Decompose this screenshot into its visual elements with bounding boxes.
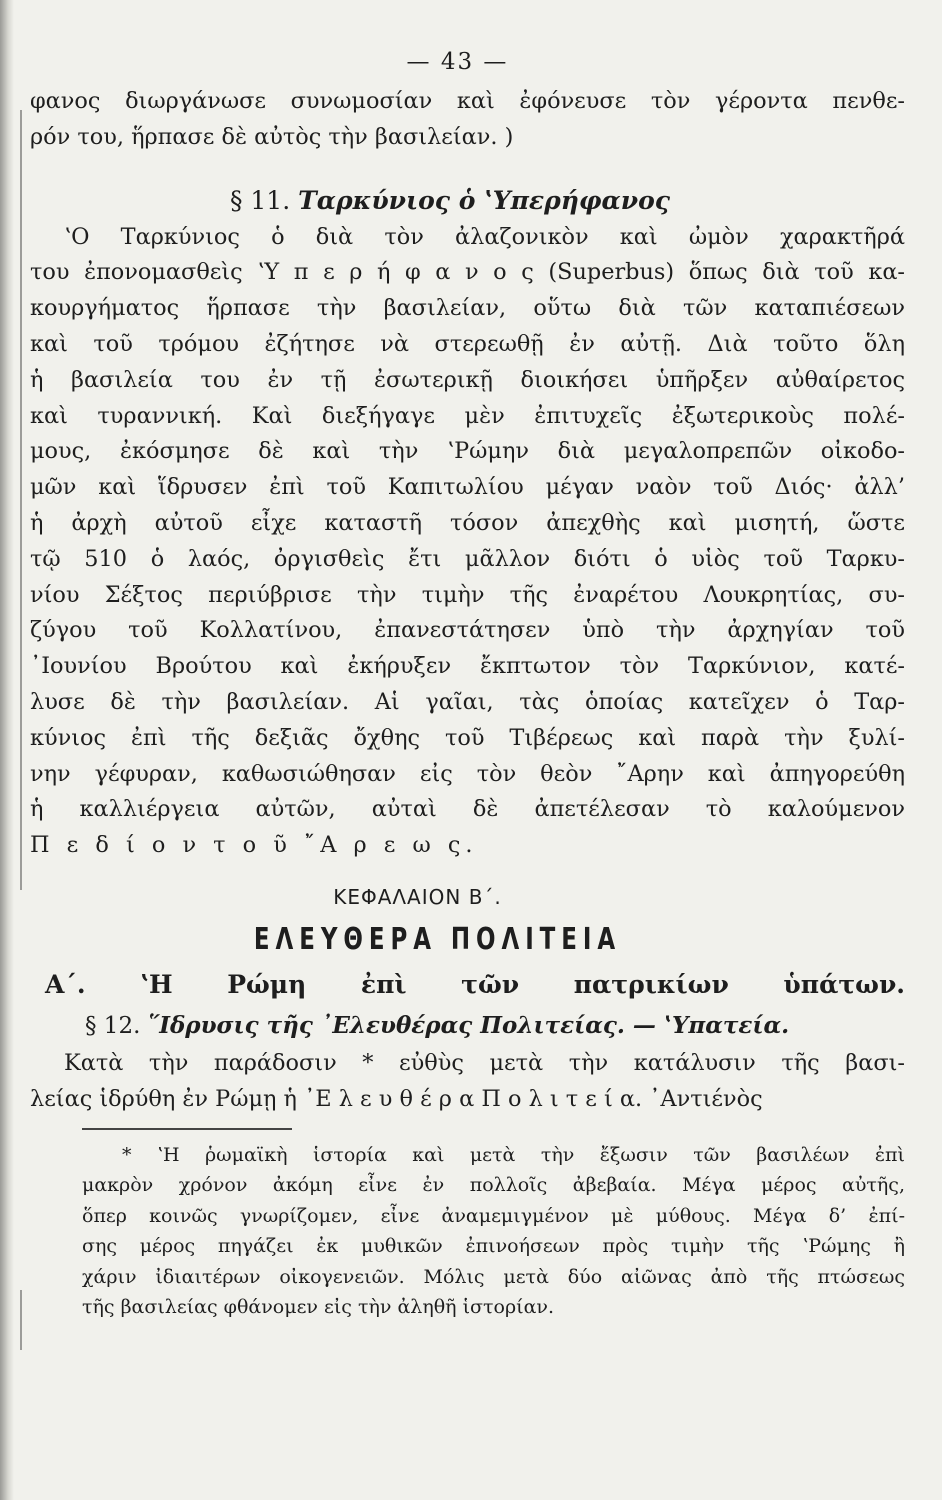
footnote bbox=[30, 1140, 905, 1323]
text-line: ἡ καλλιέργεια αὐτῶν, αὐταὶ δὲ ἀπετέλεσαν τὸ καλούμενον bbox=[30, 796, 905, 823]
footnote-line: χάριν ἰδιαιτέρων οἰκογενειῶν. Μόλις μετὰ δύο αἰῶνας ἀπὸ τῆς πτώσεως bbox=[82, 1265, 905, 1288]
paragraph-section-11 bbox=[30, 220, 905, 864]
section-number: § 11. bbox=[229, 185, 291, 215]
footnote-divider bbox=[82, 1128, 292, 1130]
text-line: μους, ἐκόσμησε δὲ καὶ τὴν ʽΡώμην διὰ μεγαλοπρεπῶν οἰκοδο- bbox=[30, 438, 905, 465]
text-line: μῶν καὶ ἵδρυσεν ἐπὶ τοῦ Καπιτωλίου μέγαν ναὸν τοῦ Διός· ἀλλ’ bbox=[30, 474, 905, 501]
text-line: ʽΟ Ταρκύνιος ὁ διὰ τὸν ἀλαζονικὸν καὶ ὠμὸν χαρακτῆρά bbox=[64, 223, 905, 250]
page-binding-edge bbox=[0, 0, 14, 1500]
text-line: λείας ἱδρύθη ἐν Ρώμῃ ἡ ᾿Ε λ ε υ θ έ ρ α Π ο λ ι τ ε ί α. ᾿Αντιένὸς bbox=[30, 1085, 763, 1112]
footnote-line: σης μέρος πηγάζει ἐκ μυθικῶν ἐπινοήσεων πρὸς τιμὴν τῆς ʽΡώμης ἢ bbox=[82, 1235, 905, 1258]
text-line: λυσε δὲ τὴν βασιλείαν. Αἱ γαῖαι, τὰς ὁποίας κατεῖχεν ὁ Ταρ- bbox=[30, 688, 905, 715]
text-line: κουργήματος ἥρπασε τὴν βασιλείαν, οὕτω διὰ τῶν καταπιέσεων bbox=[30, 295, 905, 322]
text-line: νην γέφυραν, καθωσιώθησαν εἰς τὸν θεὸν ῎Αρην καὶ ἀπηγορεύθη bbox=[30, 760, 905, 787]
text-line: ζύγου τοῦ Κολλατίνου, ἐπανεστάτησεν ὑπὸ τὴν ἀρχηγίαν τοῦ bbox=[30, 617, 905, 644]
text-line: νίου Σέξτος περιύβρισε τὴν τιμὴν τῆς ἐναρέτου Λουκρητίας, συ- bbox=[30, 581, 905, 608]
footnote-line: τῆς βασιλείας φθάνομεν εἰς τὴν ἀληθῆ ἱστορίαν. bbox=[82, 1296, 554, 1319]
footnote-line: ὅπερ κοινῶς γνωρίζομεν, εἶνε ἀναμεμιγμένον μὲ μύθους. Μέγα δ’ ἐπί- bbox=[82, 1204, 905, 1227]
subsection-title: Α΄. ʽΗ Ρώμη ἐπὶ τῶν πατρικίων ὑπάτων. bbox=[45, 969, 905, 999]
text-line: τῷ 510 ὁ λαός, ὀργισθεὶς ἔτι μᾶλλον διότι ὁ υἱὸς τοῦ Ταρκυ- bbox=[30, 545, 905, 572]
paragraph-section-12 bbox=[30, 1046, 905, 1118]
section-11-heading bbox=[0, 182, 905, 220]
text-line: του ἐπονομασθεὶς ʽΥ π ε ρ ή φ α ν ο ς (Superbus) ὅπως διὰ τοῦ κα- bbox=[30, 259, 905, 286]
margin-pencil-mark bbox=[20, 110, 22, 890]
footnote-line: μακρὸν χρόνον ἀκόμη εἶνε ἐν πολλοῖς ἀβεβαία. Μέγα μέρος αὐτῆς, bbox=[82, 1174, 905, 1197]
section-title: ῞Ιδρυσις τῆς ᾿Ελευθέρας Πολιτείας. — ʽΥπατεία. bbox=[147, 1011, 790, 1039]
intro-text bbox=[30, 84, 905, 156]
footnote-line: * ʽΗ ῥωμαϊκὴ ἱστορία καὶ μετὰ τὴν ἔξωσιν τῶν βασιλέων ἐπὶ bbox=[122, 1143, 905, 1166]
text-line: καὶ τοῦ τρόμου ἐζήτησε νὰ στερεωθῇ ἐν αὐτῇ. Διὰ τοῦτο ὅλη bbox=[30, 330, 905, 357]
section-12-heading bbox=[85, 1006, 905, 1046]
text-line: φανος διωργάνωσε συνωμοσίαν καὶ ἐφόνευσε τὸν γέροντα πενθε- bbox=[30, 88, 905, 114]
section-title: Ταρκύνιος ὁ ʽΥπερήφανος bbox=[298, 185, 671, 215]
text-line: ἡ ἀρχὴ αὐτοῦ εἶχε καταστῆ τόσον ἀπεχθὴς καὶ μισητή, ὥστε bbox=[30, 509, 905, 536]
section-number: § 12. bbox=[85, 1012, 141, 1039]
page-content bbox=[30, 40, 905, 1323]
text-line: ρόν του, ἥρπασε δὲ αὐτὸς τὴν βασιλείαν. ) bbox=[30, 123, 514, 150]
text-line: ᾿Ιουνίου Βρούτου καὶ ἐκήρυξεν ἔκπτωτον τὸν Ταρκύνιον, κατέ- bbox=[30, 653, 905, 680]
text-line: Π ε δ ί ο ν τ ο ῦ ῎Α ρ ε ω ς. bbox=[30, 832, 478, 859]
chapter-label: ΚΕΦΑΛΑΙΟΝ Β΄. bbox=[333, 884, 502, 909]
text-line: ἡ βασιλεία του ἐν τῇ ἐσωτερικῇ διοικήσει ὑπῆρξεν αὐθαίρετος bbox=[30, 366, 905, 393]
text-line: καὶ τυραννική. Καὶ διεξήγαγε μὲν ἐπιτυχεῖς ἐξωτερικοὺς πολέ- bbox=[30, 402, 905, 429]
margin-pencil-mark-footnote bbox=[20, 1290, 22, 1350]
part-title: ΕΛΕΥΘΕΡΑ ΠΟΛΙΤΕΙΑ bbox=[253, 921, 622, 957]
page-number: — 43 — bbox=[406, 49, 509, 75]
text-line: κύνιος ἐπὶ τῆς δεξιᾶς ὄχθης τοῦ Τιβέρεως καὶ παρὰ τὴν ξυλί- bbox=[30, 724, 905, 751]
text-line: Κατὰ τὴν παράδοσιν * εὐθὺς μετὰ τὴν κατάλυσιν τῆς βασι- bbox=[64, 1049, 905, 1076]
